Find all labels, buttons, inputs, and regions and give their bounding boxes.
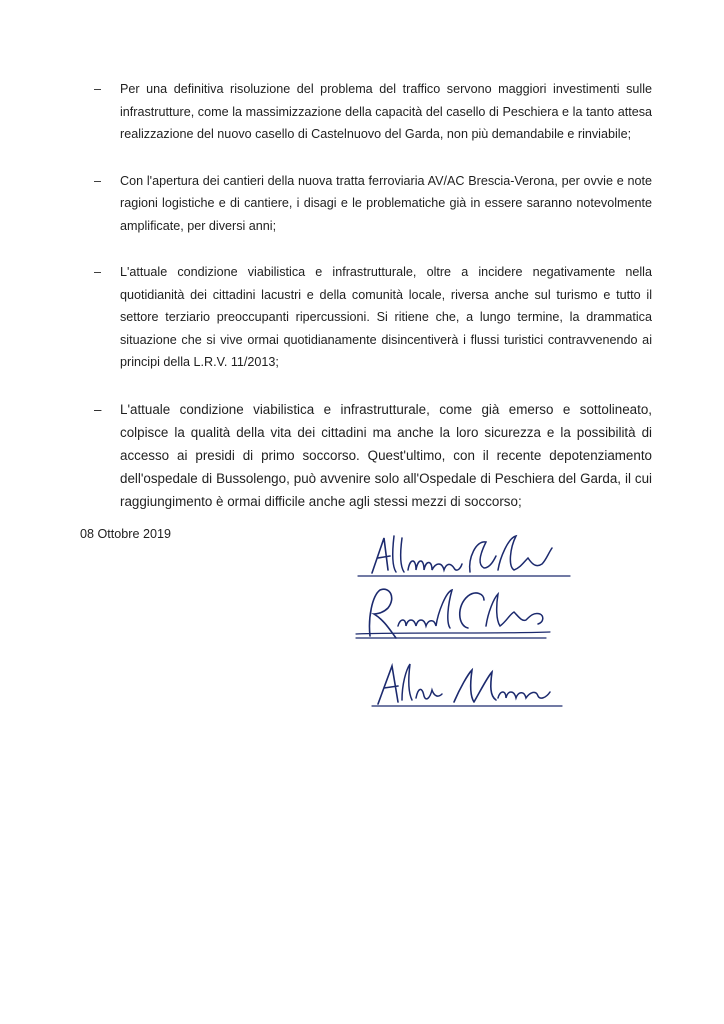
- list-item: [94, 261, 652, 374]
- list-item: [94, 170, 652, 238]
- bullet-dash: –: [94, 401, 102, 417]
- list-item: [94, 398, 652, 513]
- handwritten-signature-1: [350, 528, 600, 583]
- bullet-dash: –: [94, 173, 102, 188]
- list-item-text: L'attuale condizione viabilistica e infrastrutturale, oltre a incidere negativamente nella quotidianità dei cittadini lacustri e della comunità locale, riversa anche sul turismo e tutto il settore terziario preoccupanti ripercussioni. Si ritiene che, a lungo termine, la drammatica situazione che si vive ormai quotidianamente disincentiverà i flussi turistici contravvenendo ai principi della L.R.V. 11/2013;: [120, 265, 652, 369]
- signature-block: [350, 528, 600, 728]
- list-item-text: Per una definitiva risoluzione del problema del traffico servono maggiori investimenti sulle infrastrutture, come la massimizzazione della capacità del casello di Peschiera e la tanto attesa realizzazione del nuovo casello di Castelnuovo del Garda, non più demandabile e rinviabile;: [120, 82, 652, 141]
- list-item-text: L'attuale condizione viabilistica e infrastrutturale, come già emerso e sottolineato, colpisce la qualità della vita dei cittadini ma anche la loro sicurezza e la possibilità di accesso ai presidi di primo soccorso. Quest'ultimo, con il recente depotenziamento dell'ospedale di Bussolengo, può avvenire solo all'Ospedale di Peschiera del Garda, il cui raggiungimento è ormai difficile anche agli stessi mezzi di soccorso;: [120, 401, 652, 509]
- bullet-dash: –: [94, 265, 102, 279]
- considerations-list: [94, 78, 652, 537]
- list-item-text: Con l'apertura dei cantieri della nuova tratta ferroviaria AV/AC Brescia-Verona, per ovvie e note ragioni logistiche e di cantiere, i disagi e le problematiche già in essere saranno notevolmente amplificate, per diversi anni;: [120, 173, 652, 233]
- handwritten-signature-2: [350, 582, 600, 644]
- handwritten-signature-3: [350, 652, 600, 712]
- list-item: [94, 78, 652, 146]
- document-date: 08 Ottobre 2019: [80, 527, 172, 541]
- bullet-dash: –: [94, 82, 102, 96]
